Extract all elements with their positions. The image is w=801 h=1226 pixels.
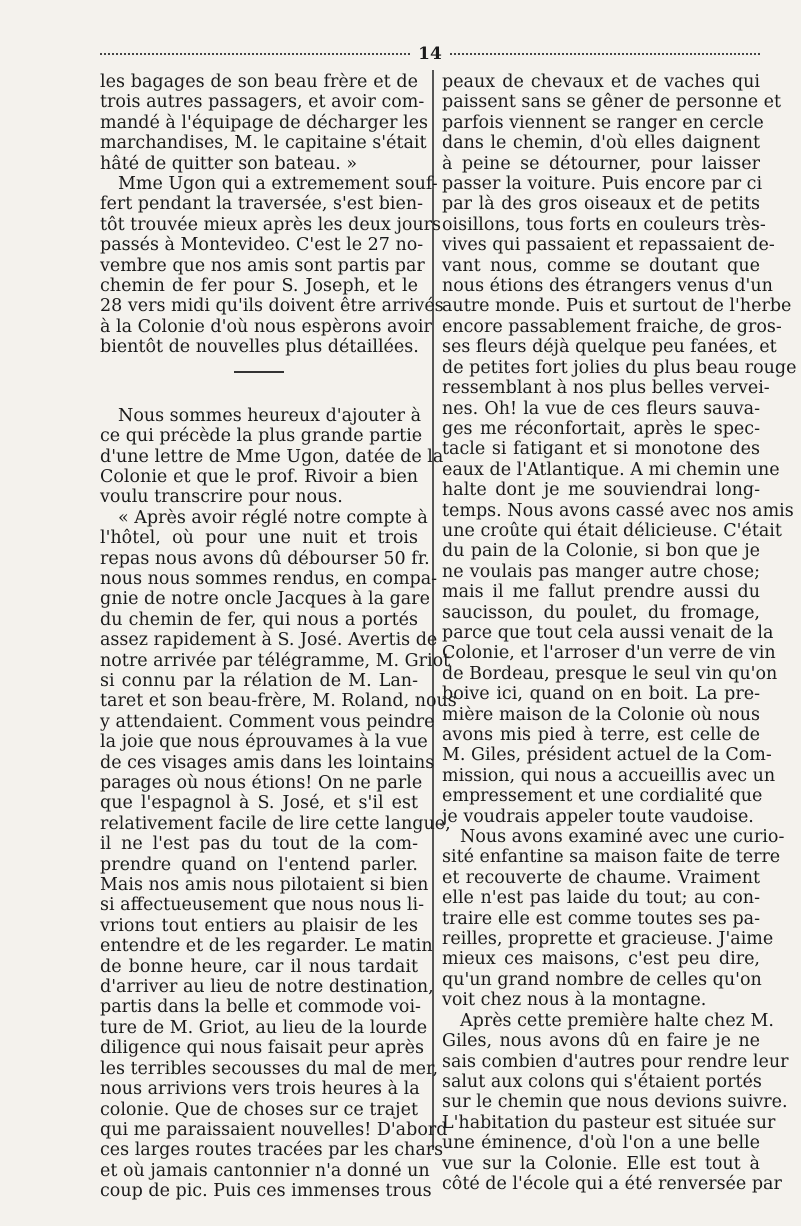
text-line: eaux de l'Atlantique. A mi chemin une — [442, 459, 780, 480]
text-line: trois autres passagers, et avoir com- — [100, 92, 425, 113]
text-line: empressement et une cordialité que — [442, 786, 763, 807]
left-column — [100, 72, 457, 1202]
text-line: vant nous, comme se doutant que — [442, 255, 760, 276]
text-line: du chemin de fer, qui nous a portés — [100, 609, 418, 630]
paragraph — [100, 72, 428, 174]
text-line: tôt trouvée mieux après les deux jours — [100, 214, 442, 235]
text-line: d'arriver au lieu de notre destination, — [100, 977, 434, 998]
text-line: nous étions des étrangers venus d'un — [442, 276, 773, 297]
text-line: d'une lettre de Mme Ugon, datée de la — [100, 446, 444, 467]
text-line: par là des gros oiseaux et de petits — [442, 194, 760, 215]
text-line: ne voulais pas manger autre chose; — [442, 561, 760, 582]
text-line: de Bordeau, presque le seul vin qu'on — [442, 663, 778, 684]
text-line: M. Giles, président actuel de la Com- — [442, 745, 772, 766]
text-line: une croûte qui était délicieuse. C'était — [442, 520, 782, 541]
text-line: Colonie, et l'arroser d'un verre de vin — [442, 643, 776, 664]
paragraph — [442, 72, 797, 827]
header-rule-left — [100, 53, 410, 55]
text-line: voit chez nous à la montagne. — [442, 990, 707, 1011]
text-line: les terribles secousses du mal de mer, — [100, 1058, 439, 1079]
text-line: entendre et de les regarder. Le matin — [100, 936, 433, 957]
page-header — [100, 44, 760, 64]
text-line: ces larges routes tracées par les chars — [100, 1140, 444, 1161]
paragraph — [100, 174, 444, 358]
text-line: sur le chemin que nous devions suivre. — [442, 1092, 788, 1113]
text-line: gnie de notre oncle Jacques à la gare — [100, 589, 430, 610]
text-line: boive ici, quand on en boit. La pre- — [442, 684, 760, 705]
text-line: côté de l'école qui a été renversée par — [442, 1173, 782, 1194]
text-line: sais combien d'autres pour rendre leur — [442, 1051, 789, 1072]
text-line: repas nous avons dû débourser 50 fr. — [100, 548, 430, 569]
text-line: temps. Nous avons cassé avec nos amis — [442, 500, 794, 521]
text-line: mais il me fallut prendre aussi du — [442, 582, 760, 603]
text-line: la joie que nous éprouvames à la vue — [100, 732, 428, 753]
paragraph — [100, 405, 444, 508]
text-line: Giles, nous avons dû en faire je ne — [442, 1031, 760, 1052]
text-line: prendre quand on l'entend parler. — [100, 854, 418, 875]
text-line: taret et son beau-frère, M. Roland, nous — [100, 691, 457, 712]
text-line: colonie. Que de choses sur ce trajet — [100, 1099, 418, 1120]
text-line: saucisson, du poulet, du fromage, — [442, 602, 760, 623]
text-line: il ne l'est pas du tout de la com- — [100, 834, 418, 855]
text-line: vives qui passaient et repassaient de- — [442, 235, 775, 256]
text-line: parfois viennent se ranger en cercle — [442, 112, 764, 133]
text-line: assez rapidement à S. José. Avertis de — [100, 630, 438, 651]
text-line: paissent sans se gêner de personne et — [442, 92, 782, 113]
text-line: mandé à l'équipage de décharger les — [100, 112, 428, 133]
text-line: tacle si fatigant et si monotone des — [442, 439, 760, 460]
text-line: parce que tout cela aussi venait de la — [442, 622, 774, 643]
text-line: vembre que nos amis sont partis par — [100, 255, 425, 276]
text-line: ressemblant à nos plus belles vervei- — [442, 378, 770, 399]
header-rule-right — [450, 53, 760, 55]
text-line: chemin de fer pour S. Joseph, et le — [100, 276, 418, 297]
text-line: mieux ces maisons, c'est peu dire, — [442, 949, 760, 970]
text-line: encore passablement fraiche, de gros- — [442, 316, 782, 337]
text-line: salut aux colons qui s'étaient portés — [442, 1071, 762, 1092]
text-line: Colonie et que le prof. Rivoir a bien — [100, 466, 418, 487]
text-line: relativement facile de lire cette langue, — [100, 813, 451, 834]
text-line: si affectueusement que nous nous li- — [100, 895, 424, 916]
text-line: nes. Oh! la vue de ces fleurs sauva- — [442, 398, 760, 419]
text-line: mière maison de la Colonie où nous — [442, 704, 760, 725]
text-line: qui me paraissaient nouvelles! D'abord — [100, 1119, 448, 1140]
text-line: une éminence, d'où l'on a une belle — [442, 1133, 760, 1154]
text-line: notre arrivée par télégramme, M. Griot — [100, 650, 451, 671]
text-line: à peine se détourner, pour laisser — [442, 153, 760, 174]
text-line: de petites fort jolies du plus beau rouge — [442, 357, 797, 378]
text-line: hâté de quitter son bateau. » — [100, 153, 358, 174]
text-line: ses fleurs déjà quelque peu fanées, et — [442, 337, 777, 358]
paragraph — [442, 1010, 789, 1195]
right-column — [442, 72, 797, 1194]
text-line: bientôt de nouvelles plus détaillées. — [100, 337, 419, 358]
text-line: fert pendant la traversée, s'est bien- — [100, 194, 424, 215]
text-line: et recouverte de chaume. Vraiment — [442, 867, 760, 888]
paragraph — [442, 827, 785, 1011]
section-separator — [100, 362, 418, 382]
text-line: passés à Montevideo. C'est le 27 no- — [100, 235, 424, 256]
text-line: Nous avons examiné avec une curio- — [460, 827, 785, 848]
text-line: ce qui précède la plus grande partie — [100, 426, 423, 447]
text-line: ges me réconfortait, après le spec- — [442, 418, 760, 439]
text-line: Après cette première halte chez M. — [460, 1010, 774, 1031]
text-line: diligence qui nous faisait peur après — [100, 1038, 425, 1059]
text-line: de ces visages amis dans les lointains — [100, 752, 435, 773]
text-line: Nous sommes heureux d'ajouter à — [118, 405, 422, 426]
text-line: et où jamais cantonnier n'a donné un — [100, 1160, 430, 1181]
text-line: elle n'est pas laide du tout; au con- — [442, 888, 760, 909]
text-line: si connu par la rélation de M. Lan- — [100, 670, 418, 691]
text-line: 28 vers midi qu'ils doivent être arrivés — [100, 296, 444, 317]
text-line: Mme Ugon qui a extremement souf- — [118, 174, 438, 195]
text-line: y attendaient. Comment vous peindre — [100, 711, 435, 732]
text-line: peaux de chevaux et de vaches qui — [442, 72, 760, 92]
text-line: mission, qui nous a accueillis avec un — [442, 765, 776, 786]
text-line: voulu transcrire pour nous. — [100, 487, 343, 508]
text-line: ture de M. Griot, au lieu de la lourde — [100, 1017, 428, 1038]
text-line: sité enfantine sa maison faite de terre — [442, 847, 781, 868]
text-line: de bonne heure, car il nous tardait — [100, 956, 418, 977]
text-line: les bagages de son beau frère et de — [100, 72, 418, 92]
text-line: je voudrais appeler toute vaudoise. — [442, 806, 754, 827]
text-line: nous arrivions vers trois heures à la — [100, 1079, 420, 1100]
text-line: passer la voiture. Puis encore par ci — [442, 174, 763, 195]
text-line: Mais nos amis nous pilotaient si bien — [100, 875, 429, 896]
page-number: 14 — [418, 44, 442, 64]
text-line: partis dans la belle et commode voi- — [100, 997, 421, 1018]
text-line: marchandises, M. le capitaine s'était — [100, 133, 427, 154]
text-line: du pain de la Colonie, si bon que je — [442, 541, 760, 562]
text-line: qu'un grand nombre de celles qu'on — [442, 969, 762, 990]
text-line: coup de pic. Puis ces immenses trous — [100, 1181, 432, 1202]
text-line: parages où nous étions! On ne parle — [100, 773, 423, 793]
text-line: reilles, proprette et gracieuse. J'aime — [442, 929, 774, 950]
text-line: à la Colonie d'où nous espèrons avoir — [100, 316, 432, 337]
text-line: dans le chemin, d'où elles daignent — [442, 133, 760, 154]
paragraph — [100, 507, 457, 1202]
text-line: oisillons, tous forts en couleurs très- — [442, 214, 766, 235]
text-line: vrions tout entiers au plaisir de les — [100, 915, 418, 936]
text-line: L'habitation du pasteur est située sur — [442, 1112, 776, 1133]
text-line: « Après avoir réglé notre compte à — [118, 507, 428, 528]
text-line: autre monde. Puis et surtout de l'herbe — [442, 296, 792, 317]
text-line: vue sur la Colonie. Elle est tout à — [442, 1153, 760, 1174]
text-line: avons mis pied à terre, est celle de — [442, 725, 760, 745]
text-line: que l'espagnol à S. José, et s'il est — [100, 793, 418, 814]
text-line: l'hôtel, où pour une nuit et trois — [100, 528, 418, 549]
text-line: traire elle est comme toutes ses pa- — [442, 908, 760, 929]
text-line: nous nous sommes rendus, en compa- — [100, 568, 438, 589]
text-line: halte dont je me souviendrai long- — [442, 480, 760, 501]
